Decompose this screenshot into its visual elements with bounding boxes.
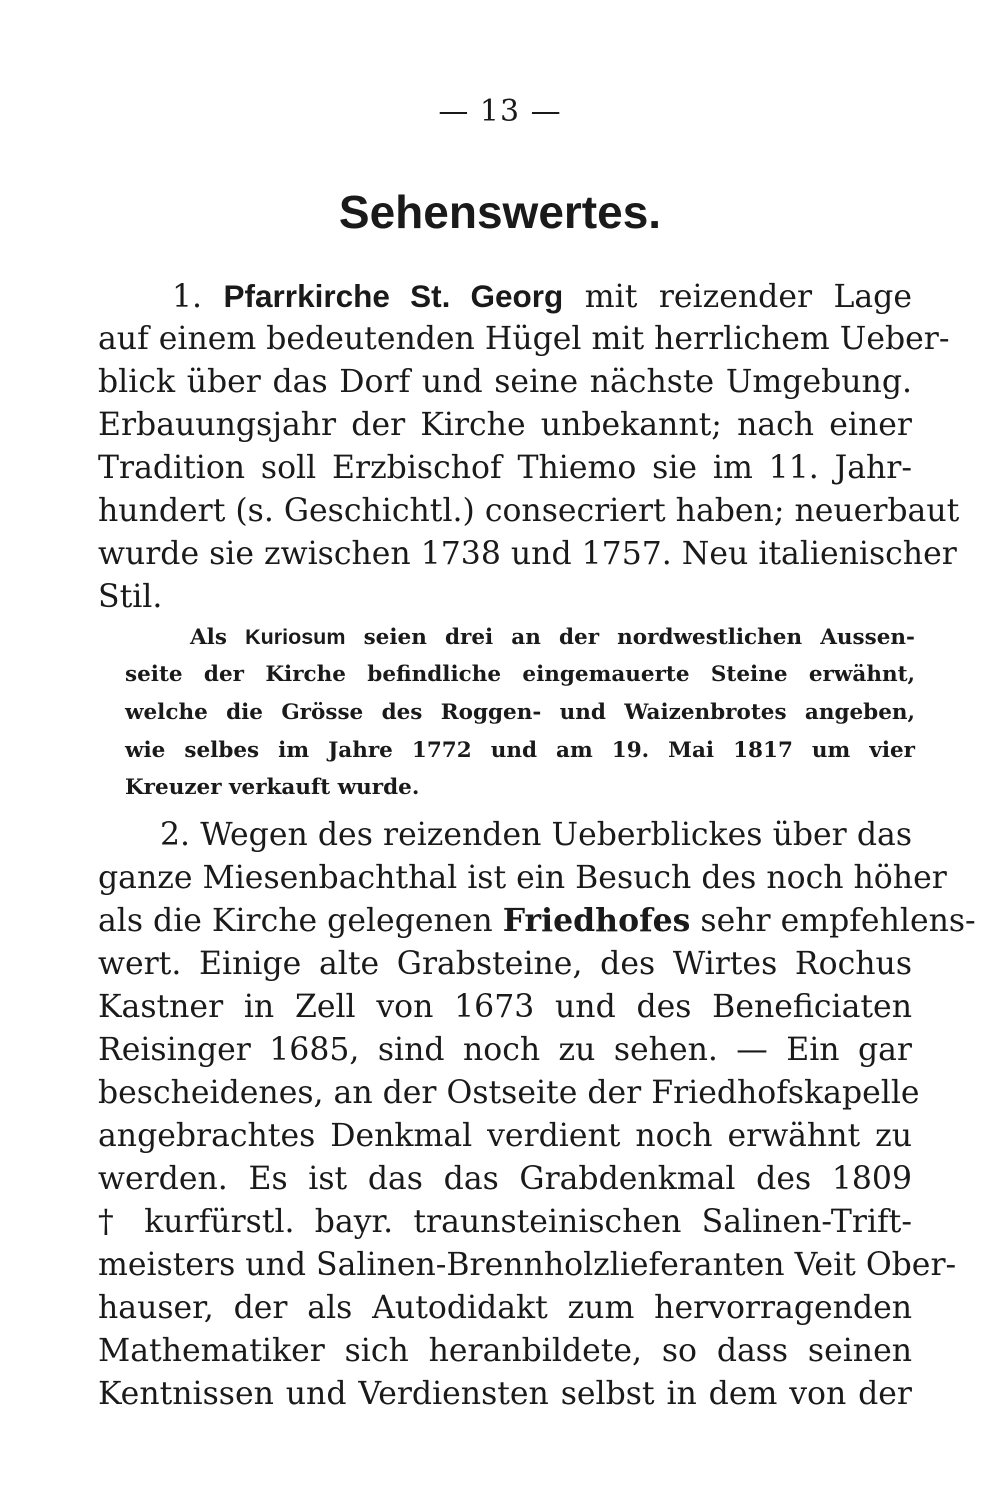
item-1-line: Stil. xyxy=(98,579,163,615)
item-2-number: 2. xyxy=(160,817,191,853)
item-2-keyword: Friedhofes xyxy=(502,902,691,939)
note-line: wie selbes im Jahre 1772 und am 19. Mai 1817 um vier xyxy=(125,738,915,763)
page-number: — 13 — xyxy=(438,94,562,129)
note-line: Kreuzer verkauft wurde. xyxy=(125,775,420,800)
item-1-line: hundert (s. Geschichtl.) consecriert haben; neuerbaut xyxy=(98,493,960,529)
item-2-line: werden. Es ist das das Grabdenkmal des 1809 xyxy=(98,1161,912,1197)
note-first-line xyxy=(190,622,915,653)
note-line-text: seien drei an der nordwestlichen Aussen- xyxy=(345,625,915,650)
item-1-line: auf einem bedeutenden Hügel mit herrlichem Ueber- xyxy=(98,321,950,357)
item-2-line: Reisinger 1685, sind noch zu sehen. — Ein gar xyxy=(98,1032,912,1068)
note-keyword: Kuriosum xyxy=(245,625,346,649)
item-2-line: hauser, der als Autodidakt zum hervorragenden xyxy=(98,1290,912,1326)
item-2-line-text: Wegen des reizenden Ueberblickes über das xyxy=(190,817,912,853)
item-2-first-line xyxy=(160,815,912,855)
item-2-line: wert. Einige alte Grabsteine, des Wirtes Rochus xyxy=(98,946,912,982)
item-2-line: bescheidenes, an der Ostseite der Friedhofskapelle xyxy=(98,1075,920,1111)
item-1-title: Pfarrkirche St. Georg xyxy=(223,278,564,314)
item-1-line: blick über das Dorf und seine nächste Umgebung. xyxy=(98,364,912,400)
item-2-line: meisters und Salinen-Brennholzlieferanten Veit Ober- xyxy=(98,1247,957,1283)
item-2-line: Kastner in Zell von 1673 und des Beneficiaten xyxy=(98,989,912,1025)
item-2-text: als die Kirche gelegenen xyxy=(98,903,503,939)
item-1-line: Tradition soll Erzbischof Thiemo sie im 11. Jahr- xyxy=(98,450,912,486)
item-2-line: Kentnissen und Verdiensten selbst in dem von der xyxy=(98,1376,912,1412)
item-1-first-line xyxy=(172,276,912,317)
item-2-line: ganze Miesenbachthal ist ein Besuch des noch höher xyxy=(98,860,947,896)
item-2-line-friedhof xyxy=(98,901,976,941)
note-prefix: Als xyxy=(190,625,246,650)
section-heading: Sehenswertes. xyxy=(338,186,662,238)
note-line: seite der Kirche befindliche eingemauerte Steine erwähnt, xyxy=(125,662,915,687)
item-1-number: 1. xyxy=(172,279,203,315)
item-1-line-text: mit reizender Lage xyxy=(563,279,912,315)
item-2-line: † kurfürstl. bayr. traunsteinischen Salinen-Trift- xyxy=(98,1204,912,1240)
item-1-line: wurde sie zwischen 1738 und 1757. Neu italienischer xyxy=(98,536,957,572)
item-2-text: sehr empfehlens- xyxy=(690,903,976,939)
item-2-line: Mathematiker sich heranbildete, so dass seinen xyxy=(98,1333,912,1369)
item-2-line: angebrachtes Denkmal verdient noch erwähnt zu xyxy=(98,1118,912,1154)
note-line: welche die Grösse des Roggen- und Waizenbrotes angeben, xyxy=(125,700,915,725)
item-1-line: Erbauungsjahr der Kirche unbekannt; nach einer xyxy=(98,407,912,443)
